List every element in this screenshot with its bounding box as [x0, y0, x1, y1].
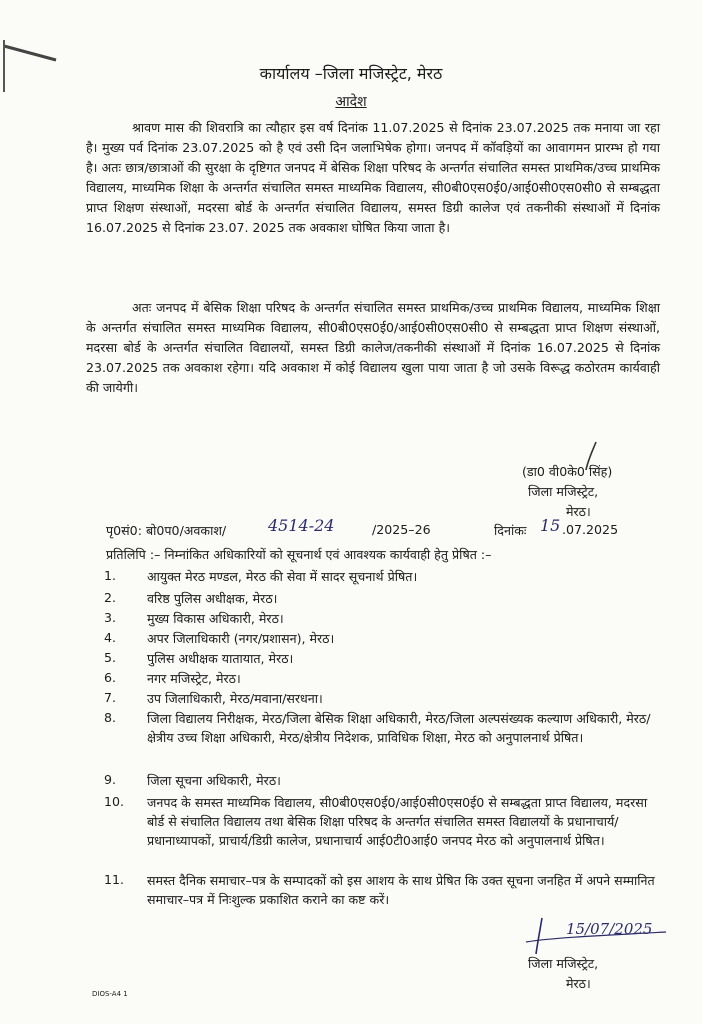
list-item-text: नगर मजिस्ट्रेट, मेरठ।	[147, 671, 241, 686]
list-item-number: 11.	[104, 872, 125, 887]
list-item-text: पुलिस अधीक्षक यातायात, मेरठ।	[147, 651, 294, 666]
list-item-number: 8.	[104, 710, 117, 725]
dm-place-2: मेरठ।	[566, 976, 591, 991]
list-item-number: 6.	[104, 670, 117, 685]
list-item-number: 9.	[104, 772, 117, 787]
dm-name: (डा0 वी0के0 सिंह)	[522, 464, 613, 479]
list-item-text: जिला विद्यालय निरीक्षक, मेरठ/जिला बेसिक शिक्षा अधिकारी, मेरठ/जिला अल्पसंख्यक कल्याण अधिकारी, मेरठ/क्षेत्रीय उच्च शिक्षा अधिकारी, मेरठ/क्षेत्रीय निदेशक, प्राविधिक शिक्षा, मेरठ को अनुपालनार्थ प्रेषित।	[147, 711, 651, 745]
scan-mark-graphic	[0, 0, 60, 100]
reference-number-handwritten: 4514-24	[268, 516, 335, 535]
list-item-number: 2.	[104, 590, 117, 605]
date-day-handwritten: 15	[540, 516, 561, 535]
paragraph-2: अतः जनपद में बेसिक शिक्षा परिषद के अन्तर्गत संचालित समस्त प्राथमिक/उच्च प्राथमिक विद्यालय, माध्यमिक शिक्षा के अन्तर्गत संचालित समस्त माध्यमिक विद्यालय, सी0बी0एस0ई0/आई0सी0एस0सी0 से सम्बद्धता प्राप्त शिक्षण संस्थाओं, मदरसा बोर्ड के अन्तर्गत संचालित विद्यालयों, समस्त डिग्री कालेज/तकनीकी संस्थाओं में दिनांक 16.07.2025 से दिनांक 23.07.2025 तक अवकाश रहेगा। यदि अवकाश में कोई विद्यालय खुला पाया जाता है जो उसके विरूद्ध कठोरतम कार्यवाही की जायेगी।	[86, 300, 660, 395]
list-item-number: 10.	[104, 794, 125, 809]
list-item-number: 4.	[104, 630, 117, 645]
handwritten-date: 15/07/2025	[566, 920, 653, 938]
date-rest: .07.2025	[562, 522, 619, 537]
list-item-number: 7.	[104, 690, 117, 705]
footer-code: DIOS-A4 1	[92, 990, 128, 998]
dm-designation-2: जिला मजिस्ट्रेट,	[528, 956, 599, 971]
date-label: दिनांकः	[494, 523, 527, 538]
list-item-number: 1.	[104, 568, 117, 583]
list-item-number: 5.	[104, 650, 117, 665]
list-item-text: मुख्य विकास अधिकारी, मेरठ।	[147, 611, 284, 626]
list-item-text: जिला सूचना अधिकारी, मेरठ।	[147, 773, 281, 788]
paragraph-1: श्रावण मास की शिवरात्रि का त्यौहार इस वर्ष दिनांक 11.07.2025 से दिनांक 23.07.2025 तक मनाया जा रहा है। मुख्य पर्व दिनांक 23.07.2025 को है एवं उसी दिन जलाभिषेक होगा। जनपद में कॉवड़ियों का आवागमन प्रारम्भ हो गया है। अतः छात्र/छात्राओं की सुरक्षा के दृष्टिगत जनपद में बेसिक शिक्षा परिषद के अन्तर्गत संचालित समस्त प्राथमिक/उच्च प्राथमिक विद्यालय, माध्यमिक शिक्षा के अन्तर्गत संचालित समस्त माध्यमिक विद्यालय, सी0बी0एस0ई0/आई0सी0एस0सी0 से सम्बद्धता प्राप्त शिक्षण संस्थाओं, मदरसा बोर्ड के अन्तर्गत संचालित विद्यालय, समस्त डिग्री कालेज एवं तकनीकी संस्थाओं में दिनांक 16.07.2025 से दिनांक 23.07. 2025 तक अवकाश घोषित किया जाता है।	[86, 120, 660, 235]
reference-year: /2025–26	[372, 522, 431, 537]
dm-place: मेरठ।	[566, 504, 591, 519]
dm-designation: जिला मजिस्ट्रेट,	[528, 484, 599, 499]
order-heading: आदेश	[335, 94, 367, 110]
copy-header: प्रतिलिपि :– निम्नांकित अधिकारियों को सूचनार्थ एवं आवश्यक कार्यवाही हेतु प्रेषित :–	[106, 547, 492, 562]
list-item-text: जनपद के समस्त माध्यमिक विद्यालय, सी0बी0एस0ई0/आई0सी0एस0ई0 से सम्बद्धता प्राप्त विद्यालय, मदरसा बोर्ड से संचालित विद्यालय तथा बेसिक शिक्षा परिषद के अन्तर्गत संचालित समस्त विद्यालयों के प्रधानाचार्य/प्रधानाध्यापकों, प्राचार्य/डिग्री कालेज, प्रधानाचार्य आई0टी0आई0 जनपद मेरठ को अनुपालनार्थ प्रेषित।	[147, 795, 648, 848]
reference-prefix: पृ0सं0: बो0प0/अवकाश/	[106, 523, 227, 538]
list-item-text: समस्त दैनिक समाचार–पत्र के सम्पादकों को इस आशय के साथ प्रेषित कि उक्त सूचना जनहित में अपने सम्मानित समाचार–पत्र में निःशुल्क प्रकाशित कराने का कष्ट करें।	[147, 873, 655, 907]
list-item-text: उप जिलाधिकारी, मेरठ/मवाना/सरधना।	[147, 691, 323, 706]
list-item-text: आयुक्त मेरठ मण्डल, मेरठ की सेवा में सादर सूचनार्थ प्रेषित।	[147, 569, 418, 584]
office-title: कार्यालय –जिला मजिस्ट्रेट, मेरठ	[259, 64, 443, 83]
list-item-text: अपर जिलाधिकारी (नगर/प्रशासन), मेरठ।	[147, 631, 335, 646]
list-item-number: 3.	[104, 610, 117, 625]
list-item-text: वरिष्ठ पुलिस अधीक्षक, मेरठ।	[147, 591, 278, 606]
